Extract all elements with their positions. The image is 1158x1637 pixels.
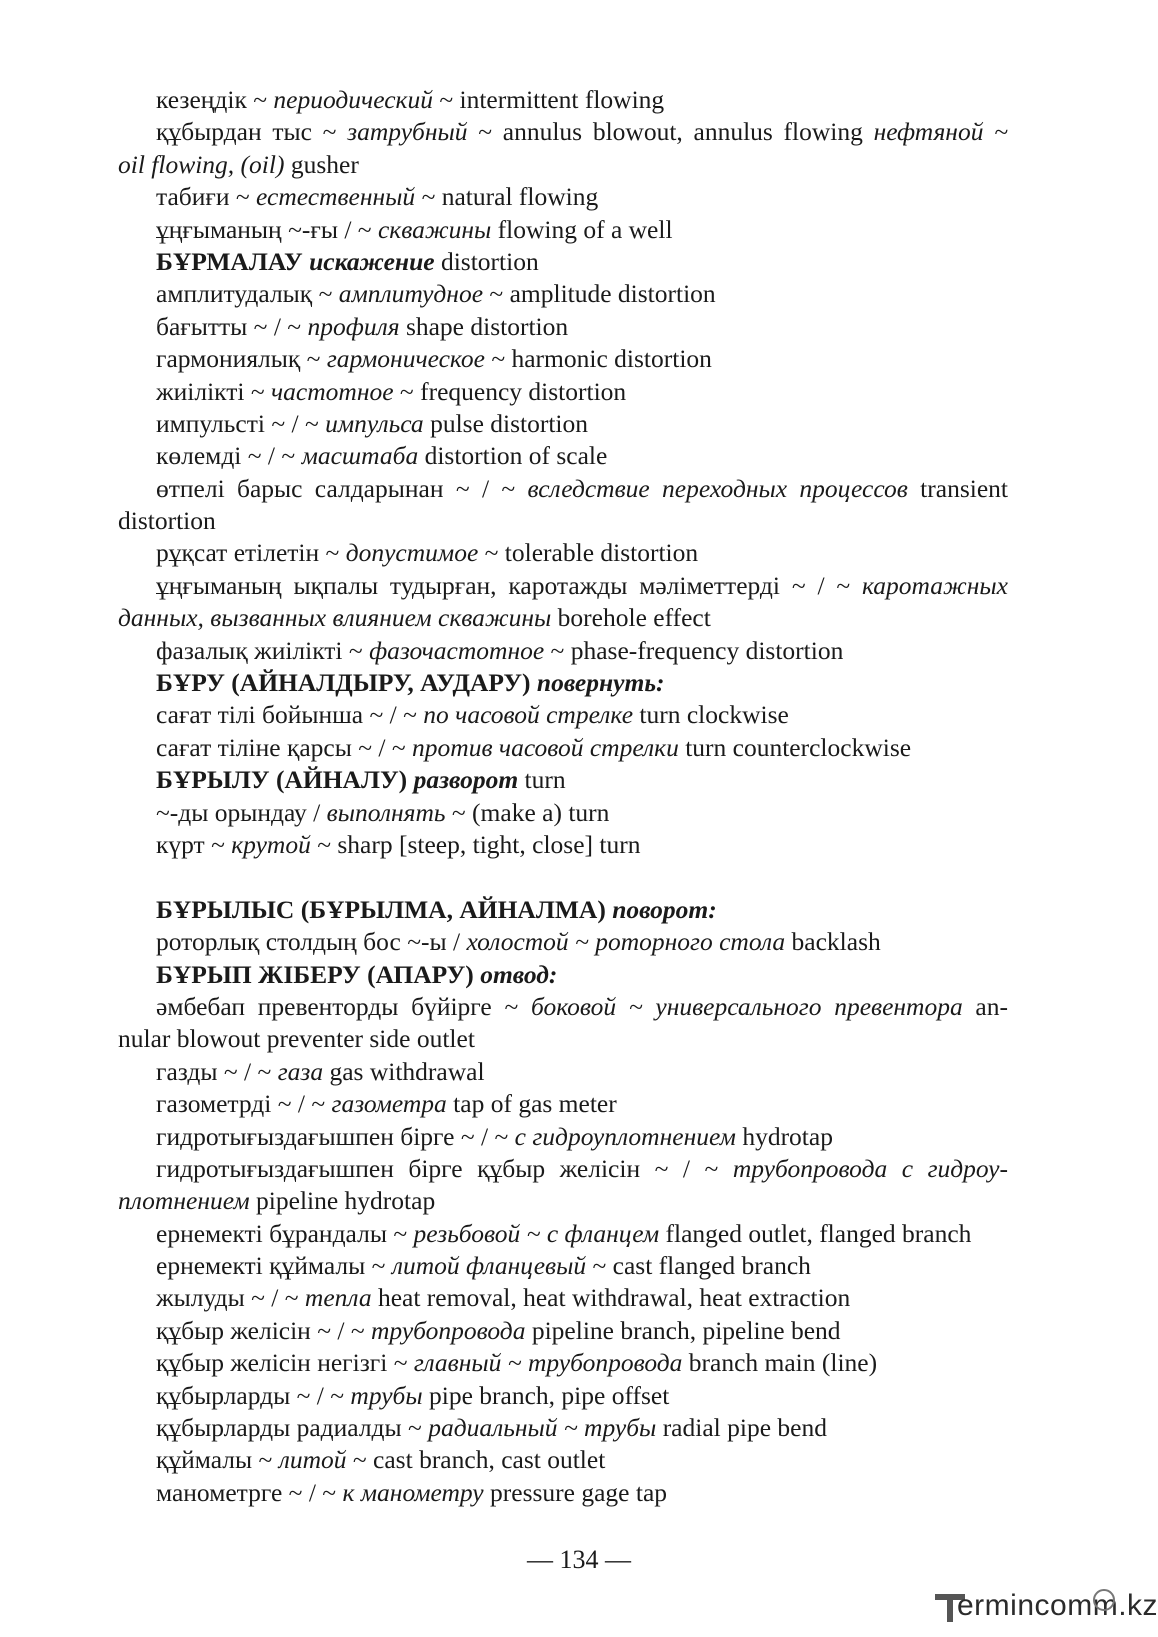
entry-text: күрт ~ xyxy=(156,829,232,859)
entry-text: pipeline hydrotap xyxy=(249,1186,436,1216)
headword-text: БҰРЫП ЖІБЕРУ (АПАРУ) xyxy=(156,959,481,989)
entry-line xyxy=(118,116,1008,148)
entry-text: flanged outlet, flanged branch xyxy=(659,1218,972,1248)
russian-term: крутой xyxy=(231,829,311,859)
blank-line xyxy=(118,861,1008,893)
entry-line xyxy=(118,1412,1008,1444)
entry-text: nular blowout preventer side outlet xyxy=(118,1024,475,1054)
headword-text: отвод: xyxy=(480,959,558,989)
russian-term: нефтяной ~ xyxy=(873,117,1008,147)
entry-text: рұқсат етілетін ~ xyxy=(156,538,346,568)
entry-text: манометрге ~ / ~ xyxy=(156,1477,343,1507)
entry-text: гидротығыздағышпен бірге ~ / ~ xyxy=(156,1121,515,1151)
entry-text: құбырларды ~ / ~ xyxy=(156,1380,351,1410)
russian-term: тепла xyxy=(304,1283,372,1313)
entry-text: сағат тіліне қарсы ~ / ~ xyxy=(156,732,413,762)
entry-text: ~ (make a) turn xyxy=(445,797,610,827)
entry-line xyxy=(118,699,1008,731)
entry-text: pipe branch, pipe offset xyxy=(422,1380,670,1410)
entry-text: жиілікті ~ xyxy=(156,376,271,406)
entry-text: pulse distortion xyxy=(423,408,589,438)
russian-term: периодический xyxy=(273,85,433,114)
entry-text: ~ cast flanged branch xyxy=(586,1251,811,1281)
russian-term: импульса xyxy=(325,408,424,438)
russian-term: частотное xyxy=(271,376,394,406)
entry-text: distortion of scale xyxy=(418,441,608,471)
entry-line xyxy=(118,1380,1008,1412)
headword-line xyxy=(118,667,1008,699)
watermark-t-stem xyxy=(947,1594,953,1622)
entry-text: құбырдан тыс ~ xyxy=(156,117,348,147)
entry-text: turn clockwise xyxy=(633,700,789,730)
entry-line xyxy=(118,1250,1008,1282)
entry-line xyxy=(118,1347,1008,1379)
russian-term: oil flowing, (oil) xyxy=(118,149,285,179)
entry-text: газометрді ~ / ~ xyxy=(156,1089,332,1119)
headword-text: БҰРЫЛЫС (БҰРЫЛМА, АЙНАЛМА) xyxy=(156,894,613,924)
entry-text: ернемекті бұрандалы ~ xyxy=(156,1218,414,1248)
entry-line xyxy=(118,1056,1008,1088)
headword-text: искажение xyxy=(309,246,435,276)
entry-text: ~-ды орындау / xyxy=(156,797,327,827)
entry-line xyxy=(118,991,1008,1023)
entry-text: heat removal, heat withdrawal, heat extraction xyxy=(371,1283,851,1313)
entry-line xyxy=(118,343,1008,375)
watermark-logo xyxy=(935,1588,1158,1628)
entry-text: амплитудалық ~ xyxy=(156,279,339,309)
entry-line xyxy=(118,1153,1008,1185)
entry-text: ~ phase-frequency distortion xyxy=(544,635,844,665)
page-number: — 134 — xyxy=(527,1545,631,1574)
entry-line xyxy=(118,570,1008,602)
headword-line xyxy=(118,959,1008,991)
entry-text: құбыр желісін ~ / ~ xyxy=(156,1315,372,1345)
russian-term: трубопровода xyxy=(371,1315,526,1345)
headword-text: БҰРЫЛУ (АЙНАЛУ) xyxy=(156,765,414,795)
russian-term: газа xyxy=(277,1056,324,1086)
entry-text: импульсті ~ / ~ xyxy=(156,408,326,438)
headword-line xyxy=(118,764,1008,796)
russian-term: радиальный ~ трубы xyxy=(428,1413,657,1443)
entry-text: гармониялық ~ xyxy=(156,344,327,374)
russian-term: естественный xyxy=(256,182,416,212)
entry-line xyxy=(118,505,1008,537)
russian-term: допустимое xyxy=(345,538,479,568)
entry-line xyxy=(118,376,1008,408)
entry-text: distortion xyxy=(434,246,539,276)
headword-text: поворот: xyxy=(612,894,717,924)
entry-text: жылуды ~ / ~ xyxy=(156,1283,305,1313)
entry-line xyxy=(118,181,1008,213)
russian-term: газометра xyxy=(331,1089,447,1119)
entry-line xyxy=(118,797,1008,829)
entry-line xyxy=(118,926,1008,958)
entry-text: гидротығыздағышпен бірге құбыр желісін ~ / ~ xyxy=(156,1153,733,1183)
entry-text: ~ frequency distortion xyxy=(393,376,627,406)
entry-text: tap of gas meter xyxy=(446,1089,617,1119)
russian-term: амплитудное xyxy=(338,279,484,309)
entry-text: фазалық жиілікті ~ xyxy=(156,635,370,665)
entry-text: ~ natural flowing xyxy=(415,182,599,212)
entry-line xyxy=(118,214,1008,246)
entry-text: көлемді ~ / ~ xyxy=(156,441,302,471)
entry-text: ~ amplitude distortion xyxy=(483,279,716,309)
entry-line xyxy=(118,311,1008,343)
entry-line xyxy=(118,84,1008,116)
russian-term: литой фланцевый xyxy=(391,1251,587,1281)
russian-term: каротажных xyxy=(862,570,1008,600)
russian-term: трубопровода с гидроу- xyxy=(732,1153,1008,1183)
entry-line xyxy=(118,1477,1008,1509)
entry-text: ~ sharp [steep, tight, close] turn xyxy=(310,829,641,859)
russian-term: трубы xyxy=(350,1380,423,1410)
watermark-text: ermincom m.kz xyxy=(957,1589,1158,1622)
entry-text: әмбебап превенторды бүйірге ~ xyxy=(156,991,531,1021)
russian-term: боковой ~ универсального превентора xyxy=(530,991,963,1021)
russian-term: резьбовой ~ с фланцем xyxy=(413,1218,660,1248)
entry-text: ~ cast branch, cast outlet xyxy=(346,1445,606,1475)
entry-line xyxy=(118,1315,1008,1347)
russian-term: фазочастотное xyxy=(369,635,545,665)
russian-term: к манометру xyxy=(342,1477,484,1507)
entry-text: ~ harmonic distortion xyxy=(484,344,712,374)
russian-term: холостой ~ роторного стола xyxy=(466,927,786,957)
russian-term: литой xyxy=(278,1445,347,1475)
entry-text: құймалы ~ xyxy=(156,1445,279,1475)
headword-text: БҰРМАЛАУ xyxy=(156,246,310,276)
entry-text: distortion xyxy=(118,506,216,536)
russian-term: плотнением xyxy=(118,1186,250,1216)
russian-term: скважины xyxy=(377,214,492,244)
russian-term: профиля xyxy=(307,311,400,341)
entry-line xyxy=(118,602,1008,634)
entry-text: сағат тілі бойынша ~ / ~ xyxy=(156,700,424,730)
entry-text: gusher xyxy=(284,149,359,179)
russian-term: затрубный xyxy=(347,117,468,147)
entry-line xyxy=(118,1444,1008,1476)
entry-text: ернемекті құймалы ~ xyxy=(156,1251,392,1281)
entry-text: pipeline branch, pipeline bend xyxy=(525,1315,841,1345)
entry-line xyxy=(118,1088,1008,1120)
entry-text: shape distortion xyxy=(399,311,569,341)
entry-text: бағытты ~ / ~ xyxy=(156,311,308,341)
entry-line xyxy=(118,1282,1008,1314)
entry-line xyxy=(118,829,1008,861)
entry-line xyxy=(118,440,1008,472)
russian-term: по часовой стрелке xyxy=(423,700,634,730)
entry-line xyxy=(118,1023,1008,1055)
headword-line xyxy=(118,246,1008,278)
entry-text: кезеңдік ~ xyxy=(156,85,274,114)
entry-text: hydrotap xyxy=(735,1121,833,1151)
russian-term: данных, вызванных влиянием скважины xyxy=(118,603,552,633)
entry-text: ~ intermittent flowing xyxy=(432,85,665,114)
entry-text: табиғи ~ xyxy=(156,182,257,212)
entry-text: flowing of a well xyxy=(491,214,673,244)
entry-text: borehole effect xyxy=(551,603,711,633)
entry-text: ұңғыманың ықпалы тудырған, каротажды мәліметтерді ~ / ~ xyxy=(156,570,863,600)
entry-text: gas withdrawal xyxy=(323,1056,485,1086)
entry-line xyxy=(118,537,1008,569)
entry-text: an- xyxy=(962,991,1008,1021)
entry-text: ұңғыманың ~-ғы / ~ xyxy=(156,214,378,244)
russian-term: против часовой стрелки xyxy=(412,732,679,762)
russian-term: с гидроуплотнением xyxy=(514,1121,736,1151)
entry-line xyxy=(118,473,1008,505)
entry-text: ~ tolerable distortion xyxy=(478,538,699,568)
entry-text: turn xyxy=(518,765,566,795)
headword-text: разворот xyxy=(413,765,519,795)
entry-text: құбырларды радиалды ~ xyxy=(156,1413,429,1443)
entry-line xyxy=(118,1185,1008,1217)
entry-text: transient xyxy=(907,473,1008,503)
entry-line xyxy=(118,1121,1008,1153)
entry-text: branch main (line) xyxy=(682,1348,878,1378)
entry-text: ~ annulus blowout, annulus flowing xyxy=(467,117,874,147)
entry-line xyxy=(118,278,1008,310)
entry-text: құбыр желісін негізгі ~ xyxy=(156,1348,414,1378)
headword-line xyxy=(118,894,1008,926)
entry-line xyxy=(118,732,1008,764)
entry-text: pressure gage tap xyxy=(483,1477,668,1507)
headword-text: повернуть: xyxy=(536,668,665,698)
russian-term: выполнять xyxy=(326,797,446,827)
entry-line xyxy=(118,1218,1008,1250)
entry-line xyxy=(118,408,1008,440)
entry-text: turn counterclockwise xyxy=(678,732,912,762)
entry-line xyxy=(118,149,1008,181)
entry-text: газды ~ / ~ xyxy=(156,1056,278,1086)
magnifier-icon xyxy=(1093,1589,1115,1611)
entry-text: роторлық столдың бос ~-ы / xyxy=(156,927,467,957)
russian-term: вследствие переходных процессов xyxy=(527,473,908,503)
headword-text: БҰРУ (АЙНАЛДЫРУ, АУДАРУ) xyxy=(156,668,537,698)
dictionary-entries xyxy=(118,84,1008,1509)
russian-term: гармоническое xyxy=(326,344,485,374)
entry-text: өтпелі барыс салдарынан ~ / ~ xyxy=(156,473,528,503)
russian-term: главный ~ трубопровода xyxy=(413,1348,683,1378)
russian-term: масштаба xyxy=(301,441,419,471)
entry-line xyxy=(118,635,1008,667)
entry-text: backlash xyxy=(785,927,881,957)
entry-text: radial pipe bend xyxy=(656,1413,827,1443)
